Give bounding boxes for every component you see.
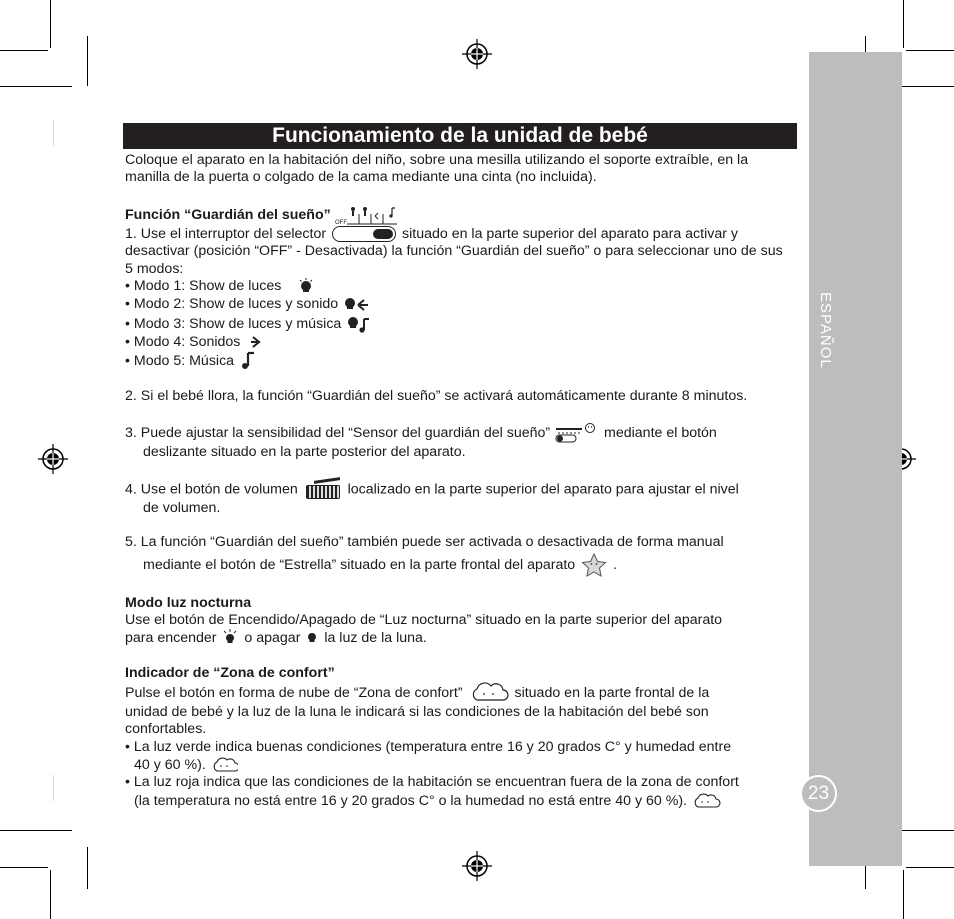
mode-3 xyxy=(125,314,793,334)
crop-mark xyxy=(0,830,72,831)
guardian-p3 xyxy=(125,422,793,444)
registration-mark-icon xyxy=(462,851,492,881)
crop-mark xyxy=(0,867,48,868)
page-number: 23 xyxy=(800,775,837,812)
comfort-bullet-1-b: 40 y 60 %). xyxy=(134,756,206,773)
crop-mark xyxy=(0,86,72,87)
svg-text:OFF: OFF xyxy=(334,219,347,226)
guardian-p5-b: mediante el botón de “Estrella” situado en la parte frontal del aparato xyxy=(143,556,576,573)
guardian-p3-cont: deslizante situado en la parte posterior del aparato. xyxy=(143,444,466,461)
crop-mark xyxy=(0,50,48,51)
guardian-p1-a: 1. Use el interruptor del selector xyxy=(125,225,327,242)
intro-paragraph: Coloque el aparato en la habitación del niño, sobre una mesilla utilizando el soporte extraíble, en la manilla de la puerta o colgado de la cama mediante una cinta (no incluida). xyxy=(125,152,749,186)
comfort-bullet-1-cont xyxy=(125,756,793,774)
bulb-on-icon xyxy=(220,629,240,647)
mode-5 xyxy=(125,351,793,371)
guardian-p1-b: situado en la parte superior del aparato para activar y desactivar (posición “OFF” - Desactivada) la función “Guardián del sueño” o para seleccionar uno de sus 5 modos: xyxy=(125,225,783,277)
guardian-p5-cont xyxy=(125,552,793,578)
guardian-p4-cont: de volumen. xyxy=(143,499,221,516)
bulb-off-icon xyxy=(304,629,320,647)
crop-mark xyxy=(87,36,88,86)
crop-mark xyxy=(53,775,54,801)
comfort-bullet-1: • La luz verde indica buenas condiciones (temperatura entre 16 y 20 grados C° y humedad entre xyxy=(125,738,732,755)
comfort-bullet-2: • La luz roja indica que las condiciones de la habitación se encuentran fuera de la zona de confort xyxy=(125,774,739,791)
cloud-icon xyxy=(467,682,511,704)
crop-mark xyxy=(906,50,954,51)
registration-mark-icon xyxy=(462,39,492,69)
mode-4-label: • Modo 4: Sonidos xyxy=(125,333,241,350)
crop-mark xyxy=(50,870,51,919)
guardian-p2: 2. Si el bebé llora, la función “Guardián del sueño” se activará automáticamente durante 8 minutos. xyxy=(125,388,748,404)
night-p2-b: o apagar xyxy=(244,630,301,647)
guardian-p3-b: mediante el botón xyxy=(604,425,717,442)
comfort-p1-cont: unidad de bebé y la luz de la luna le indicará si las condiciones de la habitación del bebé son confortables. xyxy=(125,704,709,738)
comfort-p1-b: situado en la parte frontal de la xyxy=(514,684,710,701)
guardian-heading-line xyxy=(125,204,793,226)
mode-2 xyxy=(125,295,793,313)
document-body xyxy=(125,152,793,810)
comfort-bullet-2-cont xyxy=(125,792,793,810)
comfort-p1-a: Pulse el botón en forma de nube de “Zona de confort” xyxy=(125,684,463,701)
language-label: ESPAÑOL xyxy=(817,292,834,369)
cloud-icon xyxy=(691,792,721,810)
guardian-p5: 5. La función “Guardián del sueño” también puede ser activada o desactivada de forma manual xyxy=(125,534,724,551)
language-tab xyxy=(809,52,902,866)
night-p2-c: la luz de la luna. xyxy=(324,630,427,647)
night-p2 xyxy=(125,629,793,647)
guardian-p1 xyxy=(125,226,793,278)
guardian-p4 xyxy=(125,479,793,500)
light-music-icon xyxy=(345,314,371,334)
mode-2-label: • Modo 2: Show de luces y sonido xyxy=(125,296,339,313)
guardian-heading: Función “Guardián del sueño” xyxy=(125,206,331,223)
crop-mark xyxy=(906,867,954,868)
guardian-p5-end: . xyxy=(613,556,618,573)
cloud-icon xyxy=(210,756,238,774)
slider-switch-icon xyxy=(332,226,396,242)
mode-3-label: • Modo 3: Show de luces y música xyxy=(125,315,342,332)
music-icon xyxy=(238,351,256,371)
crop-mark xyxy=(50,0,51,48)
mode-5-label: • Modo 5: Música xyxy=(125,352,235,369)
comfort-heading: Indicador de “Zona de confort” xyxy=(125,664,335,681)
mode-4 xyxy=(125,334,793,351)
guardian-p4-b: localizado en la parte superior del aparato para ajustar el nivel xyxy=(347,481,739,498)
crop-mark xyxy=(903,0,904,48)
sound-icon xyxy=(244,334,268,350)
guardian-p3-a: 3. Puede ajustar la sensibilidad del “Sensor del guardián del sueño” xyxy=(125,425,551,442)
crop-mark xyxy=(53,120,54,146)
night-p2-a: para encender xyxy=(125,630,217,647)
comfort-bullet-2-b: (la temperatura no está entre 16 y 20 grados C° o la humedad no está entre 40 y 60 %). xyxy=(134,792,688,809)
crop-mark xyxy=(87,847,88,889)
mode-1 xyxy=(125,278,793,295)
night-heading: Modo luz nocturna xyxy=(125,594,252,611)
light-icon xyxy=(285,278,319,294)
registration-mark-icon xyxy=(38,444,68,474)
guardian-p4-a: 4. Use el botón de volumen xyxy=(125,481,298,498)
crop-mark xyxy=(903,870,904,919)
volume-icon xyxy=(304,479,342,500)
mode-1-label: • Modo 1: Show de luces xyxy=(125,278,282,295)
section-title: Funcionamiento de la unidad de bebé xyxy=(123,123,797,149)
mode-selector-icon xyxy=(335,204,399,226)
sensor-icon xyxy=(554,422,600,444)
light-sound-icon xyxy=(342,295,372,313)
comfort-p1 xyxy=(125,682,793,704)
night-p1: Use el botón de Encendido/Apagado de “Luz nocturna” situado en la parte superior del aparato xyxy=(125,612,723,629)
star-icon xyxy=(579,552,609,578)
